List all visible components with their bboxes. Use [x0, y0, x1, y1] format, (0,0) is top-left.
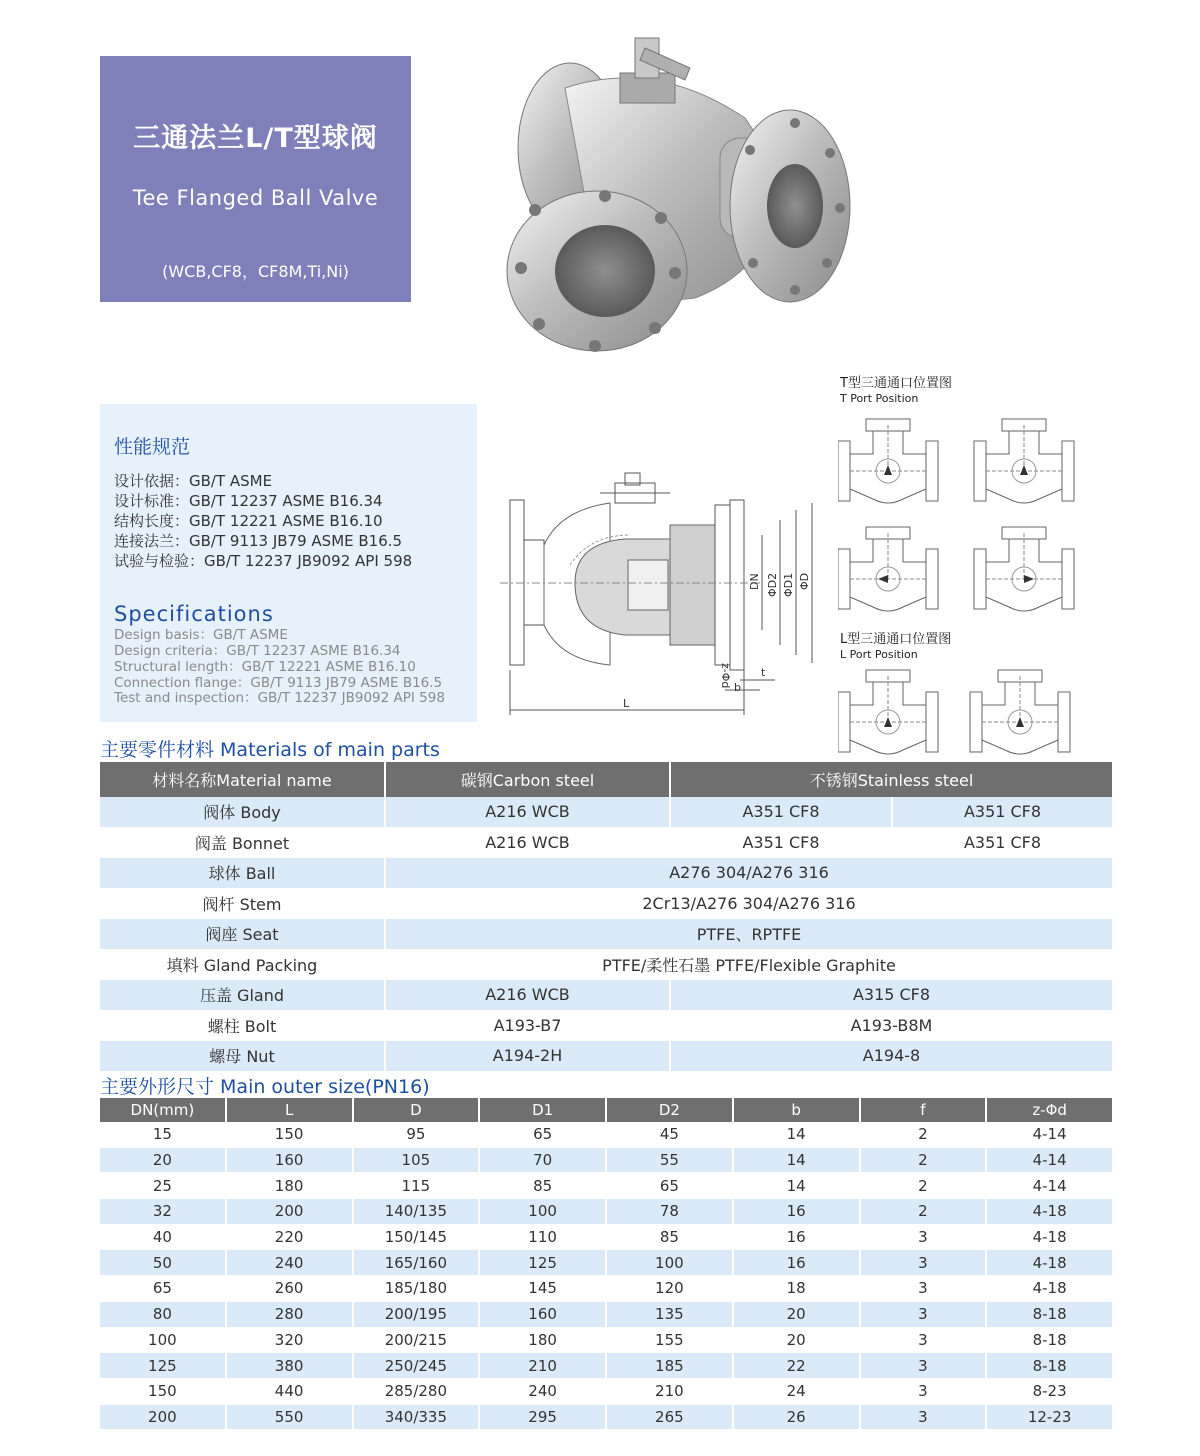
dim-b: b	[734, 681, 741, 694]
size-cell-d: 95	[354, 1122, 481, 1148]
t-port-title-en: T Port Position	[840, 392, 919, 405]
size-cell-f: 3	[861, 1353, 988, 1379]
part-name: 螺母 Nut	[100, 1041, 386, 1072]
dim-d: ΦD	[798, 572, 811, 590]
dim-d2: ΦD2	[766, 572, 779, 597]
valve-photo	[495, 28, 865, 358]
size-table	[100, 1098, 1114, 1430]
size-cell-b: 18	[734, 1276, 861, 1302]
material-cell: A193-B8M	[671, 1011, 1114, 1042]
size-cell-dn: 20	[100, 1148, 227, 1174]
size-header-l: L	[227, 1098, 354, 1122]
material-cell: A216 WCB	[386, 828, 671, 859]
table-row	[100, 1041, 1114, 1072]
size-cell-f: 3	[861, 1379, 988, 1405]
dim-l: L	[623, 697, 630, 710]
material-cell: A351 CF8	[671, 797, 893, 828]
l-port-title-en: L Port Position	[840, 648, 918, 661]
table-row	[100, 1405, 1114, 1431]
part-name: 压盖 Gland	[100, 980, 386, 1011]
table-row	[100, 1225, 1114, 1251]
size-cell-zd: 8-18	[987, 1302, 1114, 1328]
material-cell: A351 CF8	[893, 797, 1114, 828]
spec-cn-line: 设计标准：GB/T 12237 ASME B16.34	[114, 492, 383, 510]
material-cell: A193-B7	[386, 1011, 671, 1042]
part-name: 阀杆 Stem	[100, 889, 386, 920]
size-cell-zd: 12-23	[987, 1405, 1114, 1431]
material-cell: A216 WCB	[386, 980, 671, 1011]
table-row	[100, 950, 1114, 981]
size-cell-b: 14	[734, 1122, 861, 1148]
spec-cn-line: 试验与检验：GB/T 12237 JB9092 API 598	[114, 552, 413, 570]
table-row	[100, 1250, 1114, 1276]
size-cell-zd: 8-18	[987, 1353, 1114, 1379]
size-cell-f: 2	[861, 1122, 988, 1148]
table-row	[100, 1276, 1114, 1302]
table-row	[100, 1199, 1114, 1225]
size-cell-d1: 160	[480, 1302, 607, 1328]
size-cell-d: 165/160	[354, 1250, 481, 1276]
table-row	[100, 1011, 1114, 1042]
size-cell-d1: 125	[480, 1250, 607, 1276]
product-title-cn: 三通法兰L/T型球阀	[133, 123, 378, 154]
size-cell-d2: 265	[607, 1405, 734, 1431]
size-cell-zd: 4-14	[987, 1173, 1114, 1199]
size-cell-d1: 210	[480, 1353, 607, 1379]
table-row	[100, 1328, 1114, 1354]
size-cell-d2: 135	[607, 1302, 734, 1328]
size-cell-dn: 40	[100, 1225, 227, 1251]
size-header-b: b	[734, 1098, 861, 1122]
size-cell-l: 380	[227, 1353, 354, 1379]
size-cell-l: 550	[227, 1405, 354, 1431]
size-cell-d2: 120	[607, 1276, 734, 1302]
size-cell-f: 3	[861, 1250, 988, 1276]
dim-d1: ΦD1	[782, 572, 795, 597]
size-cell-zd: 4-14	[987, 1122, 1114, 1148]
material-cell: A216 WCB	[386, 797, 671, 828]
size-cell-d: 140/135	[354, 1199, 481, 1225]
material-cell: A276 304/A276 316	[386, 858, 1114, 889]
size-cell-dn: 65	[100, 1276, 227, 1302]
table-row	[100, 828, 1114, 859]
material-cell: PTFE/柔性石墨 PTFE/Flexible Graphite	[386, 950, 1114, 981]
material-cell: A351 CF8	[893, 828, 1114, 859]
size-cell-zd: 8-18	[987, 1328, 1114, 1354]
size-cell-f: 3	[861, 1405, 988, 1431]
size-cell-l: 280	[227, 1302, 354, 1328]
specifications-title-en: Specifications	[114, 602, 274, 626]
t-port-title-cn: T型三通通口位置图	[840, 376, 952, 391]
size-cell-b: 16	[734, 1225, 861, 1251]
size-cell-d: 340/335	[354, 1405, 481, 1431]
size-cell-b: 14	[734, 1148, 861, 1174]
size-cell-f: 2	[861, 1173, 988, 1199]
materials-header-stainless: 不锈钢Stainless steel	[671, 762, 1114, 797]
size-header-d2: D2	[607, 1098, 734, 1122]
size-cell-b: 26	[734, 1405, 861, 1431]
size-cell-f: 2	[861, 1199, 988, 1225]
size-cell-l: 440	[227, 1379, 354, 1405]
size-cell-zd: 4-18	[987, 1225, 1114, 1251]
size-header-row	[100, 1098, 1114, 1122]
size-cell-zd: 4-18	[987, 1199, 1114, 1225]
size-cell-dn: 200	[100, 1405, 227, 1431]
table-row	[100, 889, 1114, 920]
size-cell-d2: 65	[607, 1173, 734, 1199]
material-cell: A194-2H	[386, 1041, 671, 1072]
size-cell-d1: 240	[480, 1379, 607, 1405]
size-cell-zd: 4-18	[987, 1276, 1114, 1302]
part-name: 阀座 Seat	[100, 919, 386, 950]
part-name: 球体 Ball	[100, 858, 386, 889]
table-row	[100, 1379, 1114, 1405]
size-cell-d1: 100	[480, 1199, 607, 1225]
size-cell-d2: 45	[607, 1122, 734, 1148]
size-cell-dn: 125	[100, 1353, 227, 1379]
size-cell-dn: 25	[100, 1173, 227, 1199]
product-title-box	[100, 56, 411, 302]
size-cell-d: 185/180	[354, 1276, 481, 1302]
size-cell-d: 200/215	[354, 1328, 481, 1354]
size-cell-dn: 50	[100, 1250, 227, 1276]
size-cell-b: 16	[734, 1199, 861, 1225]
size-cell-d: 115	[354, 1173, 481, 1199]
size-cell-f: 3	[861, 1276, 988, 1302]
port-position-diagrams	[838, 415, 1078, 755]
size-cell-zd: 8-23	[987, 1379, 1114, 1405]
material-cell: A315 CF8	[671, 980, 1114, 1011]
size-cell-f: 3	[861, 1302, 988, 1328]
table-row	[100, 1302, 1114, 1328]
part-name: 螺柱 Bolt	[100, 1011, 386, 1042]
size-cell-d: 150/145	[354, 1225, 481, 1251]
size-cell-d2: 78	[607, 1199, 734, 1225]
table-row	[100, 1173, 1114, 1199]
size-cell-zd: 4-18	[987, 1250, 1114, 1276]
spec-en-line: Design criteria：GB/T 12237 ASME B16.34	[114, 643, 401, 659]
materials-header-name: 材料名称Material name	[100, 762, 386, 797]
size-header-d: D	[354, 1098, 481, 1122]
table-row	[100, 1148, 1114, 1174]
size-header-d1: D1	[480, 1098, 607, 1122]
size-cell-l: 240	[227, 1250, 354, 1276]
size-cell-l: 260	[227, 1276, 354, 1302]
size-cell-b: 20	[734, 1302, 861, 1328]
valve-section-drawing	[500, 465, 820, 720]
size-cell-l: 150	[227, 1122, 354, 1148]
dim-zd: z-Φd	[719, 663, 732, 689]
size-cell-d1: 85	[480, 1173, 607, 1199]
size-cell-l: 200	[227, 1199, 354, 1225]
size-cell-d: 285/280	[354, 1379, 481, 1405]
performance-title-cn: 性能规范	[114, 436, 191, 458]
material-cell: PTFE、RPTFE	[386, 919, 1114, 950]
size-cell-d1: 70	[480, 1148, 607, 1174]
part-name: 填料 Gland Packing	[100, 950, 386, 981]
size-cell-d2: 85	[607, 1225, 734, 1251]
size-cell-dn: 15	[100, 1122, 227, 1148]
size-cell-d1: 180	[480, 1328, 607, 1354]
material-cell: 2Cr13/A276 304/A276 316	[386, 889, 1114, 920]
spec-en-line: Structural length：GB/T 12221 ASME B16.10	[114, 659, 416, 675]
spec-en-line: Connection flange：GB/T 9113 JB79 ASME B16.5	[114, 675, 443, 691]
size-cell-zd: 4-14	[987, 1148, 1114, 1174]
size-cell-dn: 150	[100, 1379, 227, 1405]
materials-table	[100, 762, 1114, 1072]
material-cell: A351 CF8	[671, 828, 893, 859]
spec-cn-line: 连接法兰：GB/T 9113 JB79 ASME B16.5	[114, 532, 403, 550]
size-cell-d: 105	[354, 1148, 481, 1174]
spec-cn-line: 结构长度：GB/T 12221 ASME B16.10	[114, 512, 383, 530]
materials-header-row	[100, 762, 1114, 797]
spec-en-line: Test and inspection：GB/T 12237 JB9092 API 598	[114, 690, 445, 706]
size-cell-l: 220	[227, 1225, 354, 1251]
size-cell-l: 320	[227, 1328, 354, 1354]
size-cell-d2: 55	[607, 1148, 734, 1174]
size-cell-f: 3	[861, 1225, 988, 1251]
size-cell-d1: 110	[480, 1225, 607, 1251]
size-cell-d1: 65	[480, 1122, 607, 1148]
size-header-dn: DN(mm)	[100, 1098, 227, 1122]
size-cell-dn: 32	[100, 1199, 227, 1225]
size-cell-d2: 185	[607, 1353, 734, 1379]
spec-en-line: Design basis：GB/T ASME	[114, 627, 288, 643]
size-cell-d1: 145	[480, 1276, 607, 1302]
size-cell-l: 180	[227, 1173, 354, 1199]
size-cell-b: 22	[734, 1353, 861, 1379]
materials-header-carbon: 碳钢Carbon steel	[386, 762, 671, 797]
table-row	[100, 1353, 1114, 1379]
part-name: 阀体 Body	[100, 797, 386, 828]
specifications-panel	[100, 404, 477, 722]
size-cell-b: 24	[734, 1379, 861, 1405]
size-cell-dn: 80	[100, 1302, 227, 1328]
l-port-title-cn: L型三通通口位置图	[840, 632, 952, 647]
table-row	[100, 797, 1114, 828]
size-section-title: 主要外形尺寸 Main outer size(PN16)	[100, 1076, 430, 1098]
table-row	[100, 919, 1114, 950]
product-materials: (WCB,CF8，CF8M,Ti,Ni)	[162, 262, 349, 281]
table-row	[100, 980, 1114, 1011]
spec-cn-line: 设计依据：GB/T ASME	[114, 472, 273, 490]
size-cell-d: 250/245	[354, 1353, 481, 1379]
size-header-zd: z-Φd	[987, 1098, 1114, 1122]
table-row	[100, 858, 1114, 889]
size-cell-f: 3	[861, 1328, 988, 1354]
dim-t: t	[761, 666, 766, 679]
size-cell-d2: 100	[607, 1250, 734, 1276]
material-cell: A194-8	[671, 1041, 1114, 1072]
size-cell-d2: 210	[607, 1379, 734, 1405]
size-cell-d1: 295	[480, 1405, 607, 1431]
product-title-en: Tee Flanged Ball Valve	[132, 186, 379, 210]
materials-section-title: 主要零件材料 Materials of main parts	[100, 739, 440, 761]
size-cell-d2: 155	[607, 1328, 734, 1354]
size-cell-d: 200/195	[354, 1302, 481, 1328]
size-cell-dn: 100	[100, 1328, 227, 1354]
dim-dn: DN	[748, 573, 761, 590]
size-header-f: f	[861, 1098, 988, 1122]
size-cell-f: 2	[861, 1148, 988, 1174]
size-cell-l: 160	[227, 1148, 354, 1174]
size-cell-b: 20	[734, 1328, 861, 1354]
size-cell-b: 16	[734, 1250, 861, 1276]
table-row	[100, 1122, 1114, 1148]
size-cell-b: 14	[734, 1173, 861, 1199]
part-name: 阀盖 Bonnet	[100, 828, 386, 859]
